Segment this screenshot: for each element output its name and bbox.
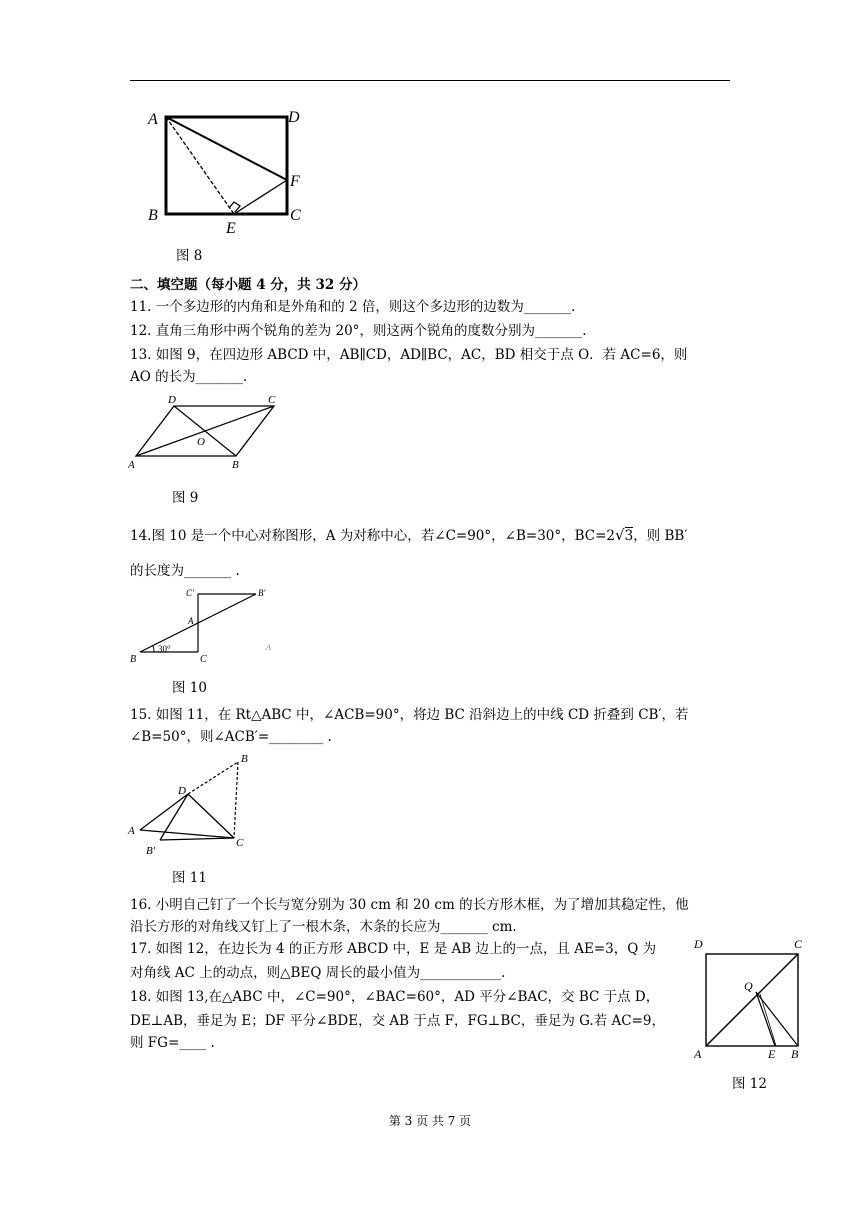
fig8-line-ae (166, 117, 234, 214)
fig8-label-b: B (148, 207, 158, 224)
fig11-line-b2c (160, 838, 234, 840)
fig12-label-q: Q (744, 979, 753, 993)
question-18-line-2: DE⊥AB，垂足为 E；DF 平分∠BDE，交 AB 于点 F，FG⊥BC，垂足为 G.若 AC=9， (130, 1013, 665, 1029)
question-15-line-2: ∠B=50°，则∠ACB′=________ . (130, 729, 332, 745)
header-rule (130, 80, 730, 81)
question-18-line-3: 则 FG=____ . (130, 1035, 215, 1051)
fig12-diagonal-ac (706, 954, 798, 1046)
figure-12-caption: 图 12 (732, 1076, 767, 1092)
question-11: 11. 一个多边形的内角和是外角和的 2 倍，则这个多边形的边数为_______. (130, 299, 576, 315)
figure-8-caption: 图 8 (176, 248, 203, 264)
fig11-line-ac (140, 830, 234, 838)
fig8-label-d: D (288, 109, 300, 126)
fig9-label-d: D (168, 394, 176, 406)
fig10-label-c-prime: C′ (186, 588, 194, 598)
fig10-angle-label: 30° (158, 644, 171, 654)
fig11-label-b: B (241, 753, 248, 765)
figure-11-diagram (126, 748, 261, 858)
figure-9-diagram (128, 392, 288, 472)
fig8-label-c: C (290, 207, 301, 224)
q14-text-a: 14.图 10 是一个中心对称图形，A 为对称中心，若∠C=90°，∠B=30°，BC=2 (130, 528, 616, 544)
fig12-label-d: D (694, 937, 703, 951)
fig12-line-extra (760, 994, 776, 1046)
fig8-label-e: E (226, 220, 236, 235)
fig12-label-b: B (791, 1047, 799, 1061)
section-heading: 二、填空题（每小题 4 分，共 32 分） (130, 277, 366, 293)
fig11-label-a: A (128, 825, 135, 837)
question-16-line-1: 16. 小明自己钉了一个长与宽分别为 30 cm 和 20 cm 的长方形木框，为了增加其稳定性，他 (130, 897, 689, 913)
fig10-stray-mark: A (266, 643, 271, 652)
fig8-line-ef (234, 180, 287, 214)
fig12-label-c: C (794, 937, 803, 951)
fig11-line-db (188, 762, 238, 794)
fig8-label-a: A (148, 111, 158, 128)
fig10-label-b-prime: B′ (258, 588, 266, 598)
figure-9-caption: 图 9 (172, 490, 199, 506)
fig11-label-c: C (236, 837, 244, 849)
fig11-label-b-prime: B′ (146, 845, 156, 857)
question-17-line-1: 17. 如图 12，在边长为 4 的正方形 ABCD 中，E 是 AB 边上的一点，且 AE=3，Q 为 (130, 941, 657, 957)
fig9-label-a: A (128, 459, 135, 471)
fig11-label-d: D (178, 785, 186, 797)
fig9-diagonal-bd (174, 406, 236, 456)
question-12: 12. 直角三角形中两个锐角的差为 20°，则这两个锐角的度数分别为_______. (130, 323, 587, 339)
fig11-line-ad (140, 794, 188, 830)
fig12-label-a: A (694, 1047, 702, 1061)
figure-10-diagram (128, 586, 278, 668)
fig10-label-a: A (188, 616, 194, 626)
fig10-angle-arc (153, 646, 154, 652)
figure-8-diagram (140, 100, 315, 235)
fig9-label-b: B (232, 459, 239, 471)
fig11-line-bc (234, 762, 238, 838)
fig9-label-c: C (268, 394, 276, 406)
fig10-label-b: B (130, 654, 137, 665)
fig10-label-c: C (200, 654, 207, 665)
page-footer: 第 3 页 共 7 页 (388, 1114, 472, 1128)
fig9-label-o: O (197, 436, 205, 448)
fig11-line-dc (188, 794, 234, 838)
question-13-line-1: 13. 如图 9，在四边形 ABCD 中，AB∥CD，AD∥BC，AC，BD 相交于点 O．若 AC=6，则 (130, 347, 688, 363)
figure-11-caption: 图 11 (172, 870, 207, 886)
figure-12-diagram (690, 932, 810, 1064)
question-14-line-2: 的长度为_______ . (130, 563, 240, 579)
fig8-label-f: F (290, 173, 300, 190)
question-16-line-2: 沿长方形的对角线又钉上了一根木条，木条的长应为_______ cm. (130, 919, 517, 935)
question-18-line-1: 18. 如图 13,在△ABC 中，∠C=90°，∠BAC=60°，AD 平分∠BAC，交 BC 于点 D， (130, 989, 660, 1005)
question-15-line-1: 15. 如图 11，在 Rt△ABC 中，∠ACB=90°，将边 BC 沿斜边上的中线 CD 折叠到 CB′，若 (130, 707, 689, 723)
fig12-line-qb (756, 992, 798, 1046)
question-13-line-2: AO 的长为_______. (130, 369, 248, 385)
question-17-line-2: 对角线 AC 上的动点，则△BEQ 周长的最小值为____________. (130, 965, 506, 981)
q14-sqrt: √3 (615, 526, 634, 544)
fig12-line-qe (756, 992, 775, 1046)
question-14-line-1 (130, 526, 687, 545)
figure-10-caption: 图 10 (172, 680, 207, 696)
fig12-label-e: E (768, 1047, 776, 1061)
fig8-line-af (166, 117, 287, 180)
fig8-rectangle (166, 117, 287, 214)
q14-text-b: ，则 BB′ (633, 528, 688, 544)
